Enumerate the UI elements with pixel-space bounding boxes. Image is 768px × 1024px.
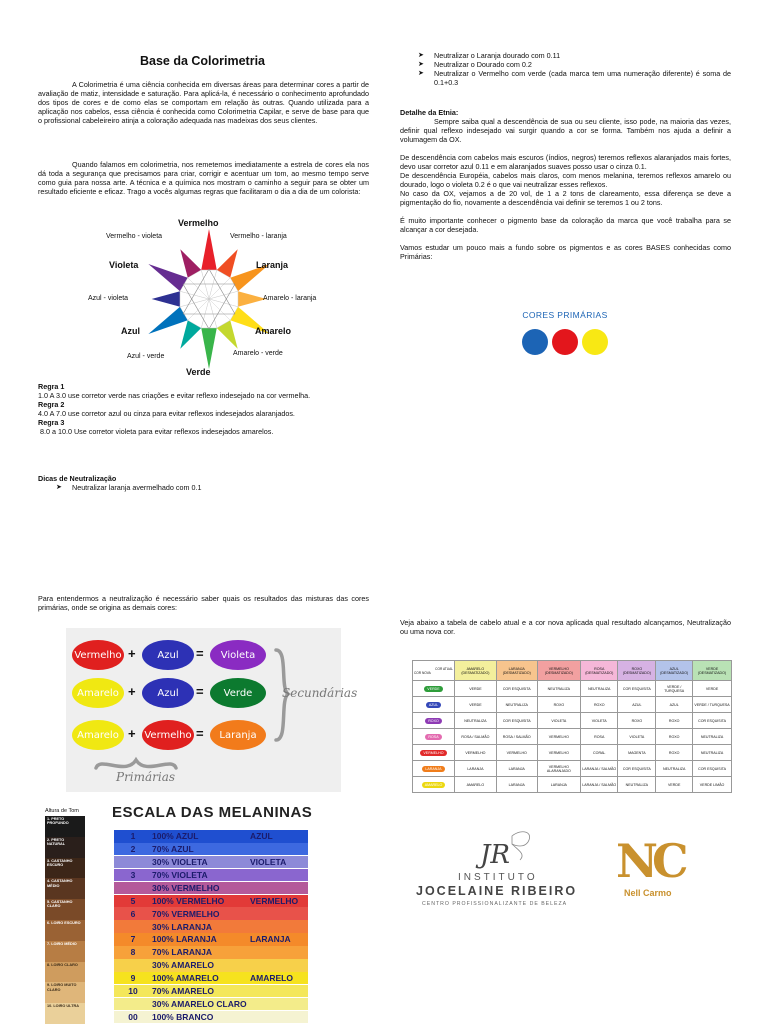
- table-cell: VERMELHO ALARANJADO: [537, 761, 580, 777]
- melanin-scale-figure: [40, 806, 330, 1024]
- jocelaine-ribeiro-label: JOCELAINE RIBEIRO: [416, 884, 578, 898]
- melanin-scale-table: [114, 830, 308, 1024]
- rule-2-title: Regra 2: [38, 400, 65, 409]
- table-cell: MAGENTA: [618, 745, 656, 761]
- table-cell: ROXO: [581, 697, 618, 713]
- table-header-cell: LARANJA (DESMATIZADO): [496, 661, 537, 681]
- ethnicity-title: Detalhe da Etnia:: [400, 108, 459, 117]
- table-cell: ROSA / SALMÃO: [496, 729, 537, 745]
- table-cell: VERMELHO: [496, 745, 537, 761]
- melanin-row: [114, 1011, 308, 1024]
- arrow-bullet-icon: ➤: [418, 61, 424, 68]
- ethnicity-paragraph-4: No caso da OX, vejamos a de 20 vol, de 1 a 2 tons de clareamento, essa diferença se deve a pigmentação do fio, novamente a descendência vai definir se teremos 1 ou 2 tons.: [400, 189, 731, 207]
- table-row: [413, 777, 732, 793]
- mix-color-b: Azul: [142, 678, 194, 708]
- melanin-cell-l: 100% AZUL: [152, 831, 199, 842]
- plus-sign: +: [128, 726, 136, 741]
- wheel-label-violeta: Violeta: [109, 260, 139, 270]
- table-header-cell: ROSA (DESMATIZADO): [581, 661, 618, 681]
- melanin-row: [114, 830, 308, 843]
- table-row-swatch: [413, 777, 455, 793]
- jr-subtitle: CENTRO PROFISSIONALIZANTE DE BELEZA: [422, 901, 568, 907]
- table-row: [413, 745, 732, 761]
- melanin-cell-l: 30% VERMELHO: [152, 882, 220, 893]
- melanin-cell-n: 1: [130, 831, 136, 842]
- ethnicity-paragraph-5: É muito importante conhecer o pigmento base da coloração da marca que você trabalha para se alcançar a cor desejada.: [400, 216, 731, 234]
- table-cell: VERDE: [455, 681, 497, 697]
- melanin-cell-l: 30% AMARELO: [152, 960, 215, 971]
- tip-item: ➤ Neutralizar o Dourado com 0.2: [418, 60, 532, 69]
- melanin-row: [114, 920, 308, 933]
- melanin-row: [114, 998, 308, 1011]
- star-point-6: [201, 328, 217, 369]
- melanin-cell-n: 5: [130, 895, 136, 906]
- melanin-cell-n: 6: [130, 908, 136, 919]
- melanin-row: [114, 882, 308, 895]
- table-row-swatch: [413, 681, 455, 697]
- table-cell: COR ESQUISITA: [496, 713, 537, 729]
- primary-color-dot: [582, 329, 608, 355]
- table-cell: VERDE / TURQUESA: [656, 681, 693, 697]
- neutralization-table: [412, 660, 732, 792]
- table-cell: VERMELHO: [455, 745, 497, 761]
- table-cell: ROSA / SALMÃO: [455, 729, 497, 745]
- rule-1-text: 1.0 A 3.0 use corretor verde nas criações e evitar reflexo indesejado na cor vermelha.: [38, 391, 311, 400]
- tone-height-column: [45, 816, 85, 1024]
- star-point-8: [148, 307, 187, 334]
- table-row: [413, 761, 732, 777]
- instituto-logo: [414, 828, 594, 914]
- melanin-row: [114, 972, 308, 985]
- table-corner: COR ATUAL COR NOVA: [413, 661, 455, 681]
- nell-carmo-label: Nell Carmo: [624, 888, 672, 898]
- tone-level: 5. CASTANHO CLARO: [45, 899, 85, 920]
- rule-1-title: Regra 1: [38, 382, 65, 391]
- table-cell: VIOLETA: [537, 713, 580, 729]
- wheel-label-amarelo-verde: Amarelo - verde: [233, 350, 283, 357]
- primary-colors-title: CORES PRIMÁRIAS: [522, 310, 608, 320]
- ethnicity-paragraph-1: Sempre saiba qual a descendência de sua ou seu cliente, isso pode, na maioria das vezes, definir qual reflexo indesejado vai surgir quando a cor se forma. Também nos ajuda a definir a volumagem da OX.: [400, 117, 731, 144]
- melanin-cell-r: LARANJA: [250, 934, 291, 945]
- tone-level: 8. LOIRO CLARO: [45, 962, 85, 983]
- mix-color-a: Vermelho: [72, 640, 124, 670]
- table-cell: LARANJA: [537, 777, 580, 793]
- instituto-label: INSTITUTO: [458, 872, 538, 883]
- rule-3-text: 8.0 a 10.0 Use corretor violeta para evitar reflexos indesejados amarelos.: [40, 427, 274, 436]
- primary-color-dot: [522, 329, 548, 355]
- arrow-bullet-icon: ➤: [418, 70, 424, 77]
- secondary-label: Secundárias: [282, 686, 358, 700]
- table-header-cell: AMARELO (DESMATIZADO): [455, 661, 497, 681]
- table-row: [413, 681, 732, 697]
- tone-height-title: Altura de Tom: [45, 808, 79, 814]
- mix-color-result: Verde: [210, 678, 266, 708]
- melanin-cell-r: AMARELO: [250, 973, 293, 984]
- tips-continued: [400, 51, 731, 87]
- table-cell: NEUTRALIZA: [693, 729, 732, 745]
- melanin-cell-l: 70% LARANJA: [152, 947, 212, 958]
- melanin-row: [114, 907, 308, 920]
- tip-item: ➤ Neutralizar o Vermelho com verde (cada marca tem uma numeração diferente) é soma de 0.1+0.3: [418, 69, 731, 87]
- table-cell: ROXO: [537, 697, 580, 713]
- mix-color-a: Amarelo: [72, 678, 124, 708]
- rules-section: [38, 382, 369, 436]
- table-cell: VIOLETA: [618, 729, 656, 745]
- page-title: Base da Colorimetria: [139, 54, 266, 68]
- arrow-bullet-icon: ➤: [418, 52, 424, 59]
- melanin-cell-n: 10: [128, 986, 138, 997]
- arrow-bullet-icon: ➤: [56, 484, 62, 491]
- tip-item: ➤ Neutralizar laranja avermelhado com 0.1: [56, 483, 202, 492]
- table-cell: NEUTRALIZA: [537, 681, 580, 697]
- table-cell: VERDE: [693, 681, 732, 697]
- table-cell: CORAL: [581, 745, 618, 761]
- melanin-row: [114, 933, 308, 946]
- melanin-cell-l: 70% VIOLETA: [152, 869, 208, 880]
- melanin-cell-r: VERMELHO: [250, 895, 299, 906]
- primary-label: Primárias: [116, 770, 176, 784]
- melanin-cell-l: 100% VERMELHO: [152, 895, 225, 906]
- hair-swatch-label: VERDE: [424, 686, 442, 692]
- table-cell: LARANJA / SALMÃO: [581, 777, 618, 793]
- color-star-diagram: [84, 215, 334, 380]
- table-cell: VERMELHO: [537, 729, 580, 745]
- ethnicity-paragraph-2: De descendência com cabelos mais escuros (índios, negros) teremos reflexos alaranjados mais fortes, devo usar corretor azul 0.11 e em alaranjados suaves posso usar o cinza 0.1.: [400, 153, 731, 171]
- melanin-row: [114, 843, 308, 856]
- table-cell: LARANJA: [496, 777, 537, 793]
- table-cell: LARANJA / SALMÃO: [581, 761, 618, 777]
- wheel-label-vermelho-laranja: Vermelho - laranja: [230, 233, 287, 240]
- tone-level: 3. CASTANHO ESCURO: [45, 858, 85, 879]
- table-cell: ROXO: [656, 713, 693, 729]
- melanin-cell-n: 00: [128, 1011, 138, 1022]
- table-header-cell: VERMELHO (DESMATIZADO): [537, 661, 580, 681]
- tone-level: 1. PRETO PROFUNDO: [45, 816, 85, 837]
- melanin-cell-r: VIOLETA: [250, 857, 287, 868]
- tone-level: 9. LOIRO MUITO CLARO: [45, 982, 85, 1003]
- tone-level: 6. LOIRO ESCURO: [45, 920, 85, 941]
- table-row-swatch: [413, 729, 455, 745]
- melanin-cell-r: AZUL: [250, 831, 273, 842]
- rule-2-text: 4.0 A 7.0 use corretor azul ou cinza para evitar reflexos indesejados alaranjados.: [38, 409, 295, 418]
- table-row: [413, 729, 732, 745]
- plus-sign: +: [128, 646, 136, 661]
- nc-monogram: NC: [616, 834, 683, 888]
- table-cell: COR ESQUISITA: [693, 713, 732, 729]
- tone-level: 2. PRETO NATURAL: [45, 837, 85, 858]
- wheel-label-vermelho-violeta: Vermelho - violeta: [106, 233, 163, 240]
- color-mixing-diagram: [66, 628, 358, 792]
- melanin-row: [114, 856, 308, 869]
- tone-level: 10. LOIRO ULTRA: [45, 1003, 85, 1024]
- melanin-cell-l: 30% AMARELO CLARO: [152, 998, 247, 1009]
- hair-swatch-label: ROSA: [425, 734, 441, 740]
- melanin-cell-l: 70% AZUL: [152, 844, 194, 855]
- mix-color-result: Violeta: [210, 640, 266, 670]
- melanin-cell-n: 7: [130, 934, 136, 945]
- ethnicity-paragraph-6: Vamos estudar um pouco mais a fundo sobre os pigmentos e as cores BASES conhecidas como Primárias:: [400, 243, 731, 261]
- table-cell: NEUTRALIZA: [618, 777, 656, 793]
- table-cell: ROSA: [581, 729, 618, 745]
- melanin-row: [114, 946, 308, 959]
- equals-sign: =: [196, 646, 204, 661]
- table-row-swatch: [413, 745, 455, 761]
- table-row-swatch: [413, 761, 455, 777]
- melanin-row: [114, 869, 308, 882]
- jr-monogram: JR: [480, 840, 510, 870]
- melanin-cell-n: 2: [130, 844, 136, 855]
- table-row: [413, 697, 732, 713]
- table-cell: COR ESQUISITA: [618, 681, 656, 697]
- table-cell: NEUTRALIZA: [496, 697, 537, 713]
- mix-color-result: Laranja: [210, 720, 266, 750]
- table-cell: VERDE: [455, 697, 497, 713]
- melanin-cell-n: 9: [130, 973, 136, 984]
- table-cell: NEUTRALIZA: [656, 761, 693, 777]
- nell-carmo-logo: [612, 834, 692, 904]
- tip-item: ➤ Neutralizar o Laranja dourado com 0.11: [418, 51, 561, 60]
- table-intro: Veja abaixo a tabela de cabelo atual e a cor nova aplicada qual resultado alcançamos, Neutralização ou uma nova cor.: [400, 618, 731, 636]
- melanin-row: [114, 959, 308, 972]
- star-point-10: [148, 264, 187, 291]
- table-row-swatch: [413, 713, 455, 729]
- melanin-scale-title: ESCALA DAS MELANINAS: [112, 804, 313, 821]
- melanin-cell-l: 100% AMARELO: [152, 973, 219, 984]
- wheel-label-azul: Azul: [121, 326, 140, 336]
- table-row-swatch: [413, 697, 455, 713]
- table-cell: LARANJA: [496, 761, 537, 777]
- table-cell: AZUL: [618, 697, 656, 713]
- hair-swatch-label: AZUL: [426, 702, 441, 708]
- ethnicity-section: [400, 108, 731, 261]
- table-cell: COR ESQUISITA: [693, 761, 732, 777]
- intro-paragraph-1: A Colorimetria é uma ciência conhecida em diversas áreas para determinar cores a partir de avaliação de matiz, intensidade e saturação. Para aplicá-la, é necessário o conhecimento aprofundado dos tipos de cores e de como elas se comportam em relação às outras. Quando utilizada para a aplicação nos cabelos, essa ciência é conhecida como Colorimetria Capilar, e serve de base para que o profissional cabeleireiro atinja a coloração adequada nas madeixas dos seus clientes.: [38, 80, 369, 125]
- wheel-label-vermelho: Vermelho: [178, 218, 219, 228]
- table-cell: ROXO: [618, 713, 656, 729]
- melanin-row: [114, 985, 308, 998]
- table-cell: COR ESQUISITA: [496, 681, 537, 697]
- hair-swatch-label: AMARELO: [422, 782, 446, 788]
- melanin-cell-l: 70% VERMELHO: [152, 908, 220, 919]
- mixing-intro: Para entendermos a neutralização é necessário saber quais os resultados das misturas das cores primárias, onde se origina as demais cores:: [38, 594, 369, 612]
- table-cell: ROXO: [656, 745, 693, 761]
- star-point-0: [201, 229, 217, 270]
- tone-level: 4. CASTANHO MÉDIO: [45, 878, 85, 899]
- equals-sign: =: [196, 684, 204, 699]
- wheel-label-amarelo-laranja: Amarelo - laranja: [263, 295, 317, 302]
- wheel-label-laranja: Laranja: [256, 260, 289, 270]
- table-cell: COR ESQUISITA: [618, 761, 656, 777]
- mix-color-b: Azul: [142, 640, 194, 670]
- intro-paragraph-2: Quando falamos em colorimetria, nos remetemos imediatamente a estrela de cores ela nos dá toda a segurança que precisamos para criar, corrigir e acentuar um tom, ao mesmo tempo serve como guia para nossa arte. A técnica e a química nos mostram o caminho a seguir para se obter um resultado eficiente e eficaz. Trago a vocês algumas regras que facilitaram o dia a dia de um colorista:: [38, 160, 369, 196]
- hair-swatch-label: VERMELHO: [420, 750, 446, 756]
- table-cell: NEUTRALIZA: [581, 681, 618, 697]
- table-cell: LARANJA: [455, 761, 497, 777]
- melanin-cell-n: 8: [130, 947, 136, 958]
- table-cell: NEUTRALIZA: [693, 745, 732, 761]
- melanin-cell-l: 30% LARANJA: [152, 921, 212, 932]
- table-cell: ROXO: [656, 729, 693, 745]
- tips-title: Dicas de Neutralização: [38, 474, 117, 483]
- rule-3-title: Regra 3: [38, 418, 65, 427]
- equals-sign: =: [196, 726, 204, 741]
- wheel-label-verde: Verde: [186, 367, 211, 377]
- melanin-cell-l: 100% BRANCO: [152, 1011, 214, 1022]
- star-point-9: [152, 291, 180, 307]
- mix-color-b: Vermelho: [142, 720, 194, 750]
- primary-color-dot: [552, 329, 578, 355]
- table-cell: AMARELO: [455, 777, 497, 793]
- table-cell: AZUL: [656, 697, 693, 713]
- table-header-cell: AZUL (DESMATIZADO): [656, 661, 693, 681]
- table-cell: VIOLETA: [581, 713, 618, 729]
- melanin-cell-l: 30% VIOLETA: [152, 857, 208, 868]
- primary-colors-figure: [505, 310, 625, 366]
- table-row: [413, 713, 732, 729]
- hair-swatch-label: ROXO: [425, 718, 442, 724]
- wheel-label-amarelo: Amarelo: [255, 326, 292, 336]
- table-cell: NEUTRALIZA: [455, 713, 497, 729]
- neutralization-grid: [412, 660, 732, 793]
- melanin-cell-n: 3: [130, 869, 136, 880]
- table-header-cell: VERDE (DESMATIZADO): [693, 661, 732, 681]
- hair-swatch-label: LARANJA: [422, 766, 444, 772]
- melanin-cell-l: 100% LARANJA: [152, 934, 217, 945]
- wheel-label-azul-violeta: Azul - violeta: [88, 295, 129, 302]
- table-cell: VERDE: [656, 777, 693, 793]
- table-cell: VERDE / TURQUESA: [693, 697, 732, 713]
- melanin-cell-l: 70% AMARELO: [152, 986, 215, 997]
- table-header-cell: ROXO (DESMATIZADO): [618, 661, 656, 681]
- primary-color-dots: [505, 329, 625, 355]
- brace-graphic: [66, 628, 341, 792]
- table-cell: VERMELHO: [537, 745, 580, 761]
- wheel-label-azul-verde: Azul - verde: [127, 353, 165, 360]
- table-cell: VERDE LIMÃO: [693, 777, 732, 793]
- tone-level: 7. LOIRO MÉDIO: [45, 941, 85, 962]
- melanin-row: [114, 895, 308, 908]
- plus-sign: +: [128, 684, 136, 699]
- ethnicity-paragraph-3: De descendência Européia, cabelos mais claros, com menos melanina, teremos reflexos amarelo ou dourado, logo o violeta 0.2 é o que vai neutralizar esses reflexos.: [400, 171, 731, 189]
- mix-color-a: Amarelo: [72, 720, 124, 750]
- tips-section: [38, 474, 369, 492]
